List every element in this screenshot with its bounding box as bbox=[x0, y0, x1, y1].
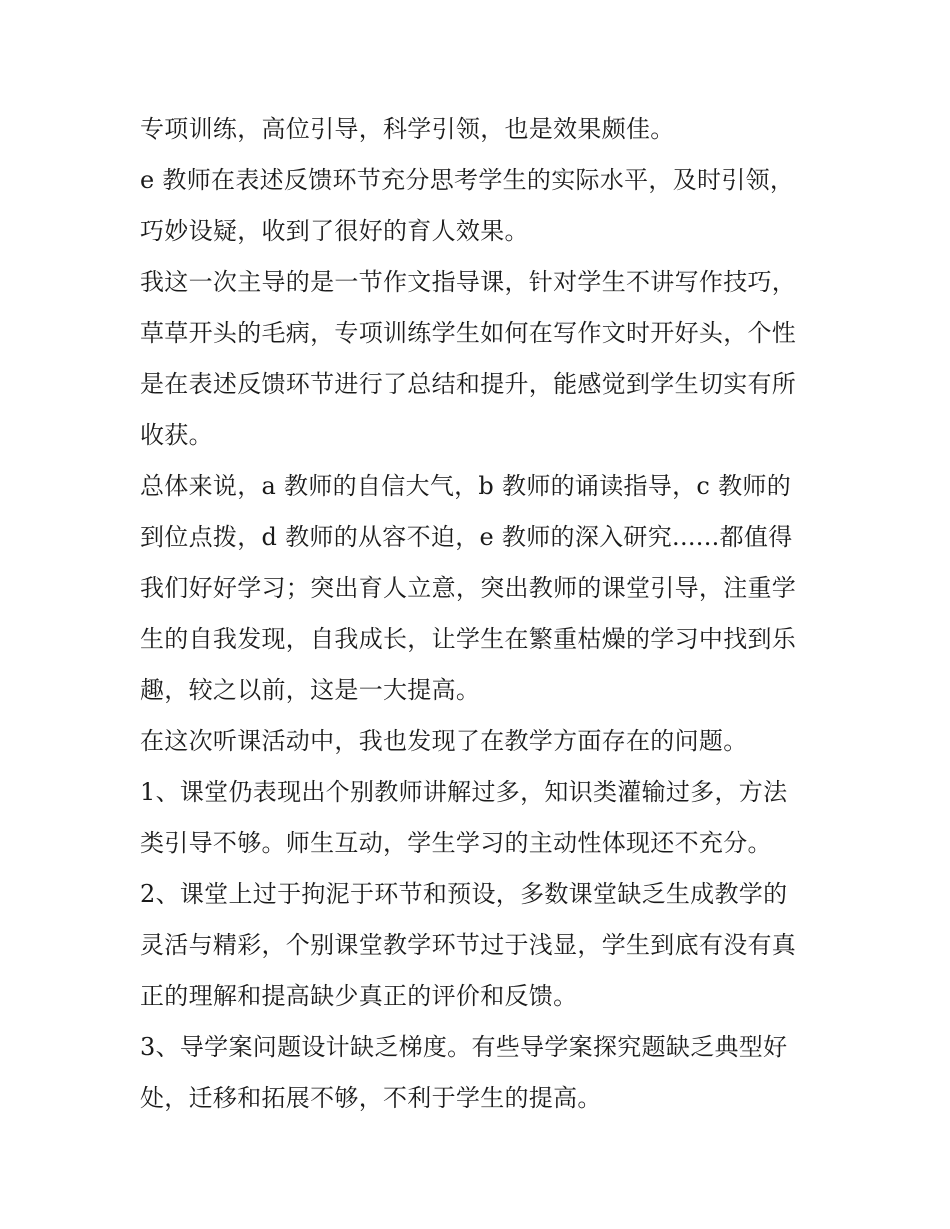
text-line: 正的理解和提高缺少真正的评价和反馈。 bbox=[140, 982, 578, 1010]
text-line: e 教师在表述反馈环节充分思考学生的实际水平，及时引领， bbox=[140, 166, 795, 194]
text-line: 巧妙设疑，收到了很好的育人效果。 bbox=[140, 217, 529, 245]
text-line: 1、课堂仍表现出个别教师讲解过多，知识类灌输过多，方法 bbox=[140, 778, 788, 806]
text-line: 草草开头的毛病，专项训练学生如何在写作文时开好头，个性 bbox=[140, 319, 797, 347]
text-line: 总体来说，a 教师的自信大气，b 教师的诵读指导，c 教师的 bbox=[140, 472, 791, 500]
text-line: 收获。 bbox=[140, 421, 213, 449]
text-line: 灵活与精彩，个别课堂教学环节过于浅显，学生到底有没有真 bbox=[140, 931, 797, 959]
text-line: 我们好好学习；突出育人立意，突出教师的课堂引导，注重学 bbox=[140, 574, 797, 602]
text-line: 是在表述反馈环节进行了总结和提升，能感觉到学生切实有所 bbox=[140, 370, 797, 398]
text-line: 类引导不够。师生互动，学生学习的主动性体现还不充分。 bbox=[140, 829, 772, 857]
text-line: 3、导学案问题设计缺乏梯度。有些导学案探究题缺乏典型好 bbox=[140, 1033, 788, 1061]
document-body bbox=[140, 104, 820, 1124]
text-line: 2、课堂上过于拘泥于环节和预设，多数课堂缺乏生成教学的 bbox=[140, 880, 788, 908]
text-line: 生的自我发现，自我成长，让学生在繁重枯燥的学习中找到乐 bbox=[140, 625, 797, 653]
text-line: 到位点拨，d 教师的从容不迫，e 教师的深入研究......都值得 bbox=[140, 523, 793, 551]
text-line: 趣，较之以前，这是一大提高。 bbox=[140, 676, 481, 704]
text-line: 在这次听课活动中，我也发现了在教学方面存在的问题。 bbox=[140, 727, 748, 755]
text-line: 专项训练，高位引导，科学引领，也是效果颇佳。 bbox=[140, 115, 675, 143]
text-line: 处，迁移和拓展不够，不利于学生的提高。 bbox=[140, 1084, 602, 1112]
text-line: 我这一次主导的是一节作文指导课，针对学生不讲写作技巧， bbox=[140, 268, 797, 296]
